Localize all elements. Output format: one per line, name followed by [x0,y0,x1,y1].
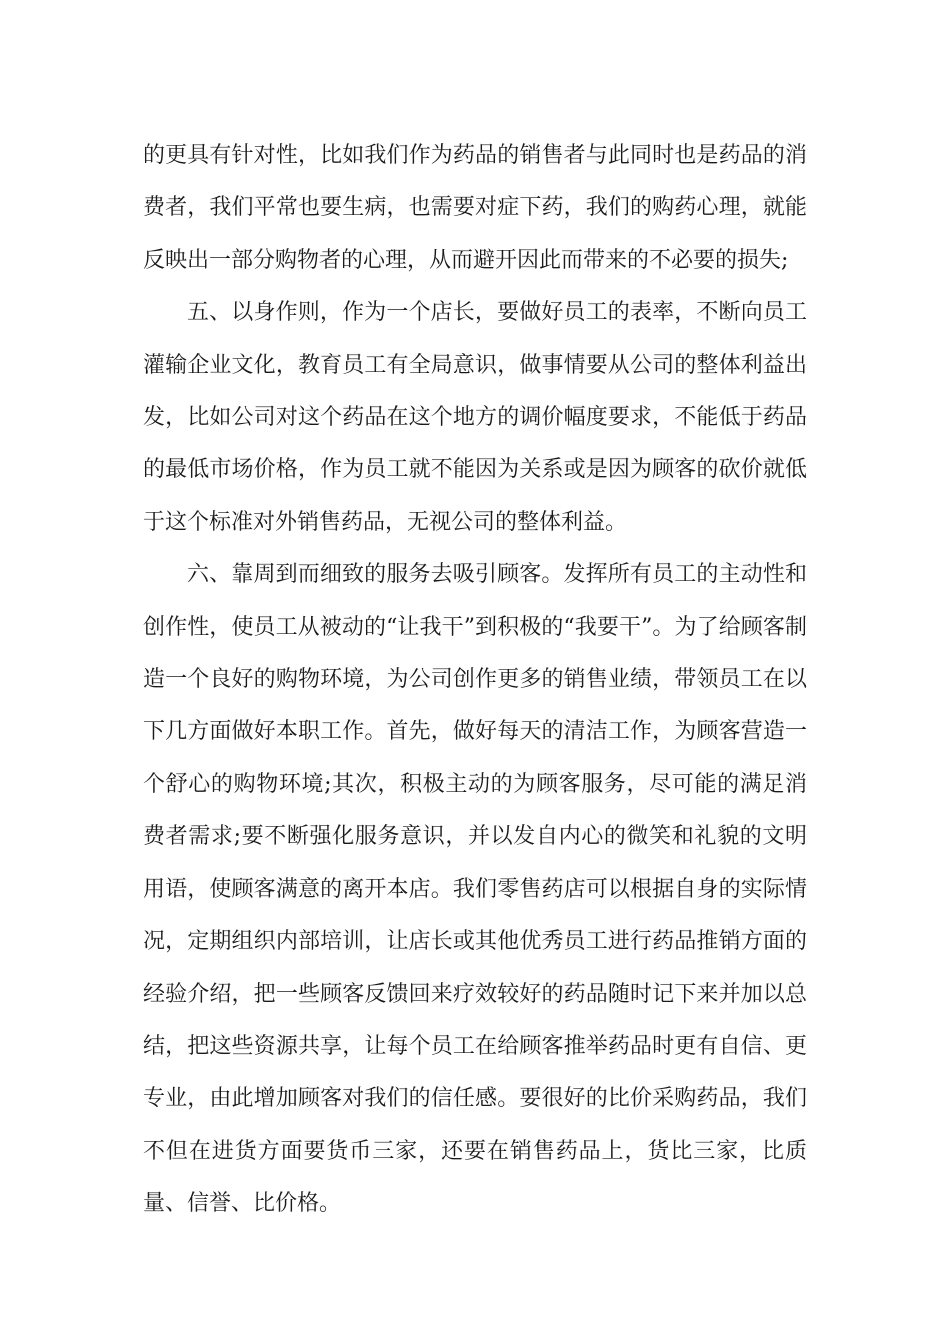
document-body [143,130,807,1231]
paragraph-item-6: 六、靠周到而细致的服务去吸引顾客。发挥所有员工的主动性和创作性，使员工从被动的“让我干”到积极的“我要干”。为了给顾客制造一个良好的购物环境，为公司创作更多的销售业绩，带领员工在以下几方面做好本职工作。首先，做好每天的清洁工作，为顾客营造一个舒心的购物环境;其次，积极主动的为顾客服务，尽可能的满足消费者需求;要不断强化服务意识，并以发自内心的微笑和礼貌的文明用语，使顾客满意的离开本店。我们零售药店可以根据自身的实际情况，定期组织内部培训，让店长或其他优秀员工进行药品推销方面的经验介绍，把一些顾客反馈回来疗效较好的药品随时记下来并加以总结，把这些资源共享，让每个员工在给顾客推举药品时更有自信、更专业，由此增加顾客对我们的信任感。要很好的比价采购药品，我们不但在进货方面要货币三家，还要在销售药品上，货比三家，比质量、信誉、比价格。 [143,562,807,1217]
paragraph-item-5: 五、以身作则，作为一个店长，要做好员工的表率，不断向员工灌输企业文化，教育员工有全局意识，做事情要从公司的整体利益出发，比如公司对这个药品在这个地方的调价幅度要求，不能低于药品的最低市场价格，作为员工就不能因为关系或是因为顾客的砍价就低于这个标准对外销售药品，无视公司的整体利益。 [143,300,807,535]
paragraph-continuation: 的更具有针对性，比如我们作为药品的销售者与此同时也是药品的消费者，我们平常也要生病，也需要对症下药，我们的购药心理，就能反映出一部分购物者的心理，从而避开因此而带来的不必要的损失; [143,143,807,273]
